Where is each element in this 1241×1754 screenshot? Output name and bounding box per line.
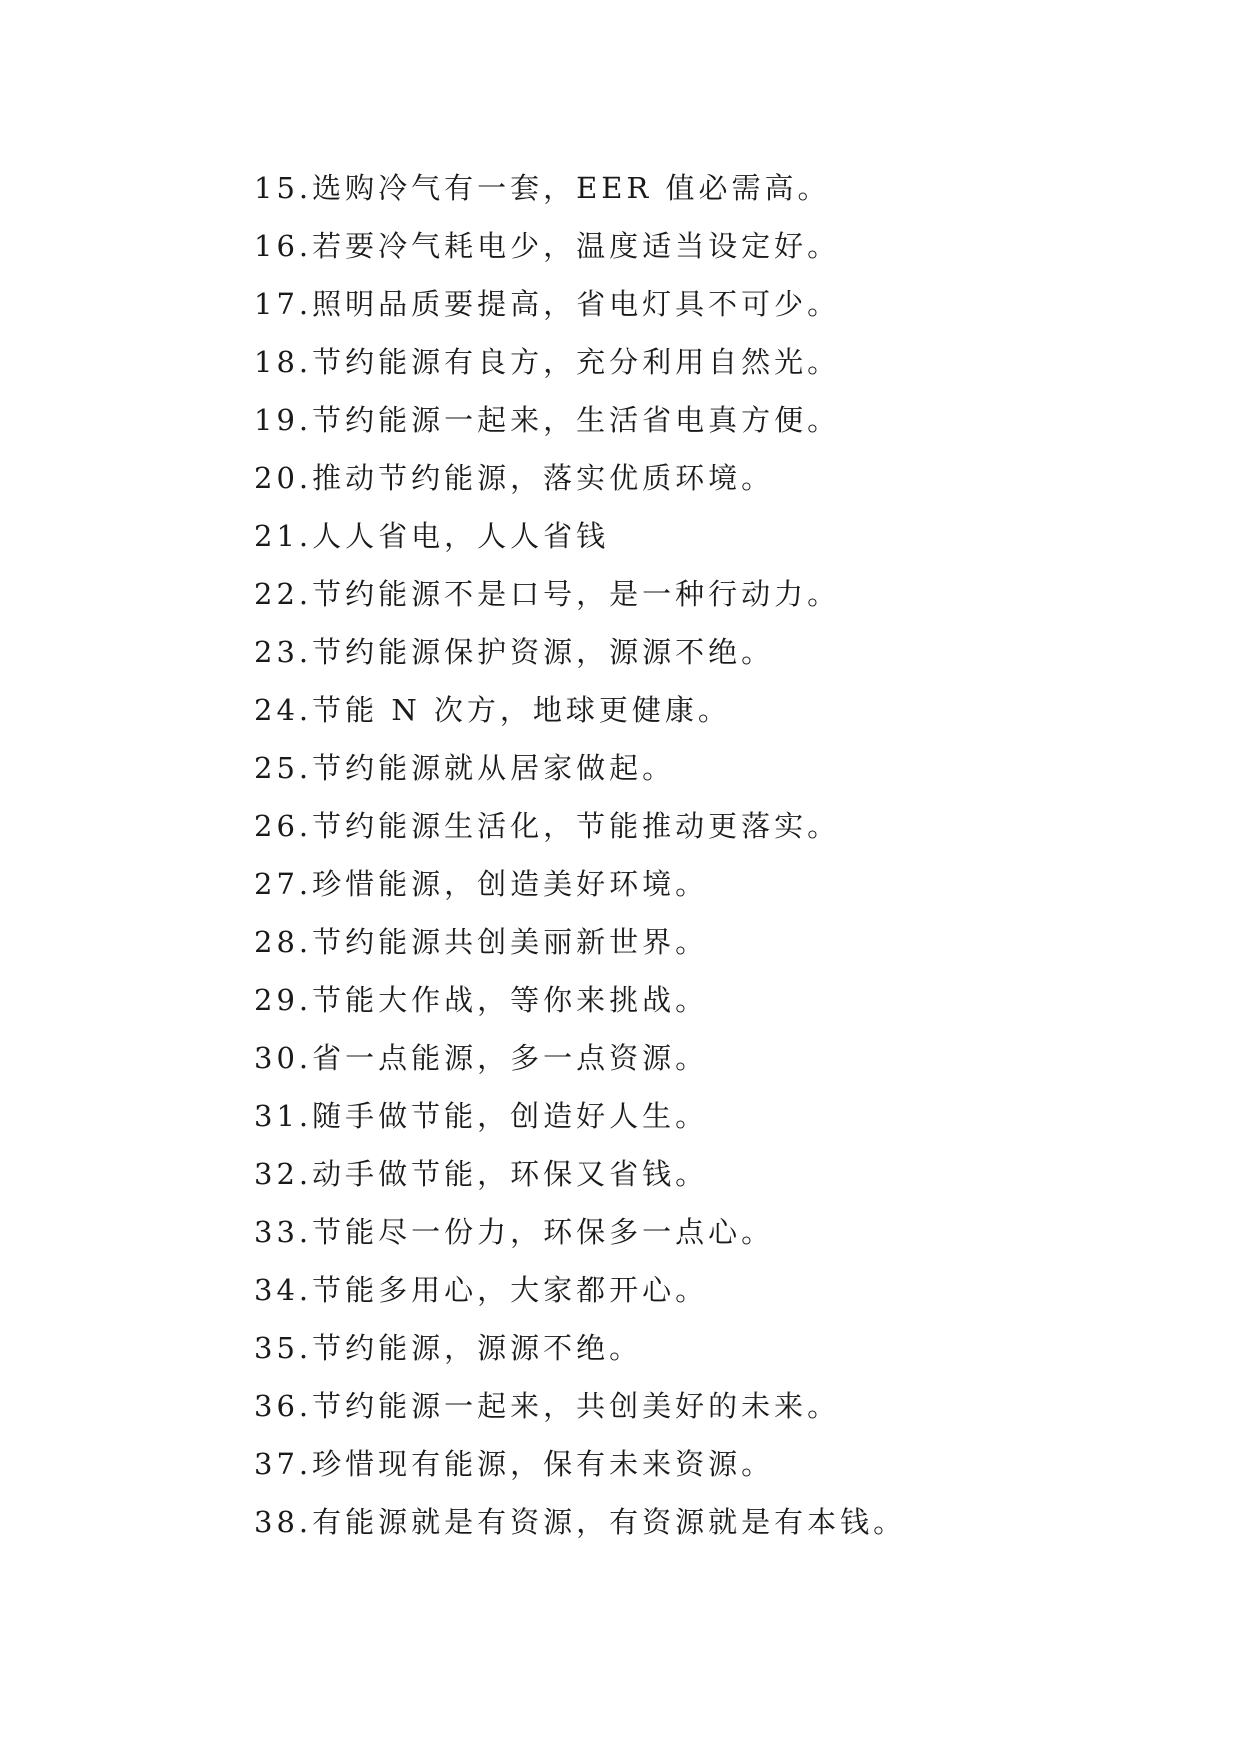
slogan-line: 32.动手做节能，环保又省钱。 bbox=[254, 1157, 709, 1191]
slogan-line: 17.照明品质要提高，省电灯具不可少。 bbox=[254, 287, 841, 321]
slogan-line: 20.推动节约能源，落实优质环境。 bbox=[254, 461, 775, 495]
slogan-line: 25.节约能源就从居家做起。 bbox=[254, 751, 676, 785]
slogan-line: 37.珍惜现有能源，保有未来资源。 bbox=[254, 1447, 775, 1481]
slogan-line: 16.若要冷气耗电少，温度适当设定好。 bbox=[254, 229, 841, 263]
slogan-line: 18.节约能源有良方，充分利用自然光。 bbox=[254, 345, 841, 379]
slogan-line: 24.节能 N 次方，地球更健康。 bbox=[254, 693, 731, 727]
slogan-line: 29.节能大作战，等你来挑战。 bbox=[254, 983, 709, 1017]
slogan-line: 33.节能尽一份力，环保多一点心。 bbox=[254, 1215, 775, 1249]
slogan-list bbox=[254, 159, 906, 1551]
slogan-line: 38.有能源就是有资源，有资源就是有本钱。 bbox=[254, 1505, 907, 1539]
slogan-line: 23.节约能源保护资源，源源不绝。 bbox=[254, 635, 775, 669]
slogan-line: 34.节能多用心，大家都开心。 bbox=[254, 1273, 709, 1307]
slogan-line: 36.节约能源一起来，共创美好的未来。 bbox=[254, 1389, 841, 1423]
slogan-line: 31.随手做节能，创造好人生。 bbox=[254, 1099, 709, 1133]
slogan-line: 15.选购冷气有一套，EER 值必需高。 bbox=[254, 171, 831, 205]
slogan-line: 35.节约能源，源源不绝。 bbox=[254, 1331, 643, 1365]
slogan-line: 27.珍惜能源，创造美好环境。 bbox=[254, 867, 709, 901]
slogan-line: 28.节约能源共创美丽新世界。 bbox=[254, 925, 709, 959]
slogan-line: 30.省一点能源，多一点资源。 bbox=[254, 1041, 709, 1075]
slogan-line: 21.人人省电，人人省钱 bbox=[254, 519, 610, 553]
slogan-line: 22.节约能源不是口号，是一种行动力。 bbox=[254, 577, 841, 611]
slogan-line: 19.节约能源一起来，生活省电真方便。 bbox=[254, 403, 841, 437]
slogan-line: 26.节约能源生活化，节能推动更落实。 bbox=[254, 809, 841, 843]
